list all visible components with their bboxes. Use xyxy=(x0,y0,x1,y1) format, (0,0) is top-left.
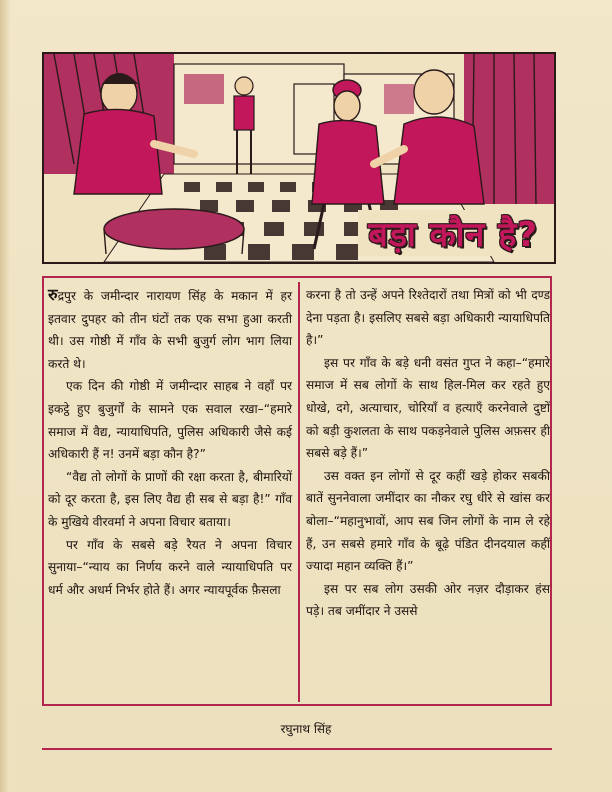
story-illustration xyxy=(42,52,556,264)
left-column xyxy=(48,284,292,601)
story-text-box xyxy=(42,276,552,706)
column-divider xyxy=(298,282,300,702)
paragraph xyxy=(48,284,292,375)
paragraph: इस पर सब लोग उसकी ओर नज़र दौड़ाकर हंस पड़े। तब जमींदार ने उससे xyxy=(306,581,550,619)
paragraph: “वैद्य तो लोगों के प्राणों की रक्षा करता है, बीमारियों को दूर करता है, इस लिए वैद्य ही सब से बड़ा है!” गाँव के मुखिये वीरवर्मा ने अपना विचार बताया। xyxy=(48,469,292,529)
paragraph: उस वक्त इन लोगों से दूर कहीं खड़े होकर सबकी बातें सुननेवाला जमींदार का नौकर रघु धीरे से खांस कर बोला–“महानुभावों, आप सब जिन लोगों के नाम ले रहे हैं, उन सबसे हमारे गाँव के बूढ़े पंडित दीनदयाल कहीं ज्यादा महान व्यक्ति हैं।” xyxy=(306,468,550,574)
author-name: रघुनाथ सिंह xyxy=(280,722,332,736)
story-title: बड़ा कौन है? xyxy=(358,210,544,256)
paragraph: इस पर गाँव के बड़े धनी वसंत गुप्त ने कहा–“हमारे समाज में सब लोगों के साथ हिल-मिल कर रहते हुए धोखे, दगे, अत्याचार, चोरियाँ व हत्याएँ करनेवाले दुष्टों को बड़ी कुशलता के साथ पकड़नेवाले पुलिस अफ़सर ही सबसे बड़े हैं।” xyxy=(306,355,550,461)
paragraph: एक दिन की गोष्ठी में जमीन्दार साहब ने वहाँ पर इकट्ठे हुए बुजुर्गों के सामने एक सवाल रखा–“हमारे समाज में वैद्य, न्यायाधिपति, पुलिस अधिकारी जैसे कई अधिकारी हैं न! उनमें बड़ा कौन है?” xyxy=(48,379,292,462)
footer-rule xyxy=(42,748,552,750)
paragraph: करना है तो उन्हें अपने रिश्तेदारों तथा मित्रों को भी दण्ड देना पड़ता है। इसलिए सबसे बड़ा अधिकारी न्यायाधिपति है।” xyxy=(306,288,550,348)
table xyxy=(104,209,244,249)
page-binding-edge xyxy=(0,0,10,792)
paragraph: पर गाँव के सबसे बड़े रैयत ने अपना विचार सुनाया–“न्याय का निर्णय करने वाले न्यायाधिपति पर धर्म और अधर्म निर्भर होते हैं। अगर न्यायपूर्वक फ़ैसला xyxy=(48,537,292,597)
paragraph-text: द्रपुर के जमीन्दार नारायण सिंह के मकान में हर इतवार दुपहर को तीन घंटों तक एक सभा हुआ करती थी। उस गोष्ठी में गाँव के सभी बुजुर्ग लोग भाग लिया करते थे। xyxy=(48,289,292,371)
drop-cap: रु xyxy=(48,285,58,304)
right-column xyxy=(306,284,550,623)
